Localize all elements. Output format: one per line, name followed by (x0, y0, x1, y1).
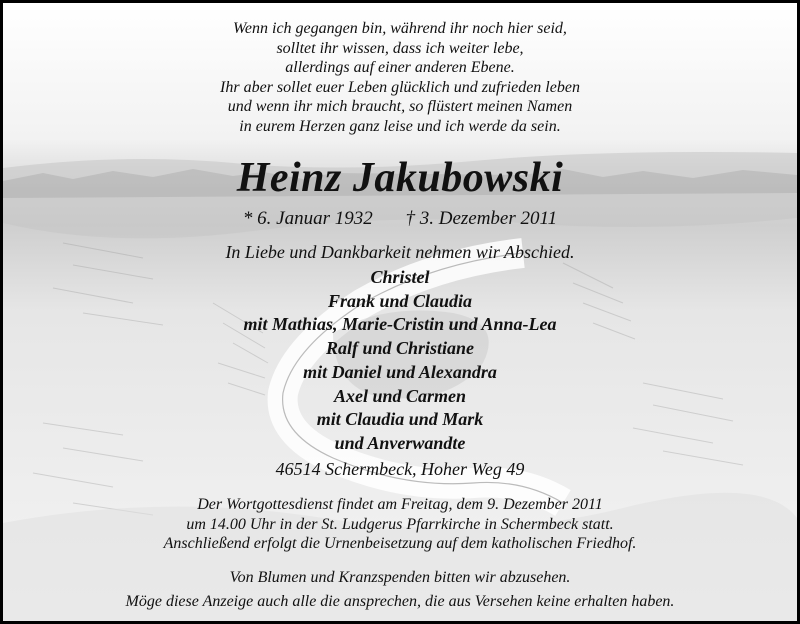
poem-line: solltet ihr wissen, dass ich weiter lebe, (276, 39, 524, 57)
service-line: um 14.00 Uhr in der St. Ludgerus Pfarrkirche in Schermbeck statt. (186, 515, 614, 533)
death-date: † 3. Dezember 2011 (405, 208, 558, 229)
mourner-line: Ralf und Christiane (325, 338, 475, 359)
farewell-line: In Liebe und Dankbarkeit nehmen wir Abschied. (225, 242, 575, 262)
service-info (3, 495, 797, 554)
birth-date: * 6. Januar 1932 (242, 208, 373, 229)
closing-line: Möge diese Anzeige auch alle die ansprechen, die aus Versehen keine erhalten haben. (125, 593, 675, 610)
address: 46514 Schermbeck, Hoher Weg 49 (275, 459, 525, 479)
mourner-line: Frank und Claudia (327, 290, 473, 311)
closing-notes (3, 566, 797, 614)
service-line: Der Wortgottesdienst findet am Freitag, dem 9. Dezember 2011 (197, 496, 603, 513)
mourner-line: und Anverwandte (334, 432, 466, 453)
service-line: Anschließend erfolgt die Urnenbeisetzung auf dem katholischen Friedhof. (163, 535, 637, 552)
poem (3, 19, 797, 136)
mourner-line: mit Claudia und Mark (316, 409, 484, 430)
poem-line: Wenn ich gegangen bin, während ihr noch hier seid, (233, 20, 567, 37)
closing-line: Von Blumen und Kranzspenden bitten wir abzusehen. (229, 569, 571, 586)
mourner-line: Christel (370, 267, 430, 287)
poem-line: und wenn ihr mich braucht, so flüstert meinen Namen (227, 98, 573, 115)
poem-line: Ihr aber sollet euer Leben glücklich und zufrieden leben (220, 78, 580, 96)
poem-line: allerdings auf einer anderen Ebene. (285, 59, 515, 76)
mourner-line: mit Daniel und Alexandra (303, 361, 497, 382)
life-dates (3, 207, 797, 231)
mourner-line: mit Mathias, Marie-Cristin und Anna-Lea (243, 314, 557, 335)
poem-line: in eurem Herzen ganz leise und ich werde da sein. (239, 117, 561, 135)
deceased-name: Heinz Jakubowski (236, 155, 564, 201)
mourners-list (3, 266, 797, 456)
mourner-line: Axel und Carmen (333, 385, 467, 406)
